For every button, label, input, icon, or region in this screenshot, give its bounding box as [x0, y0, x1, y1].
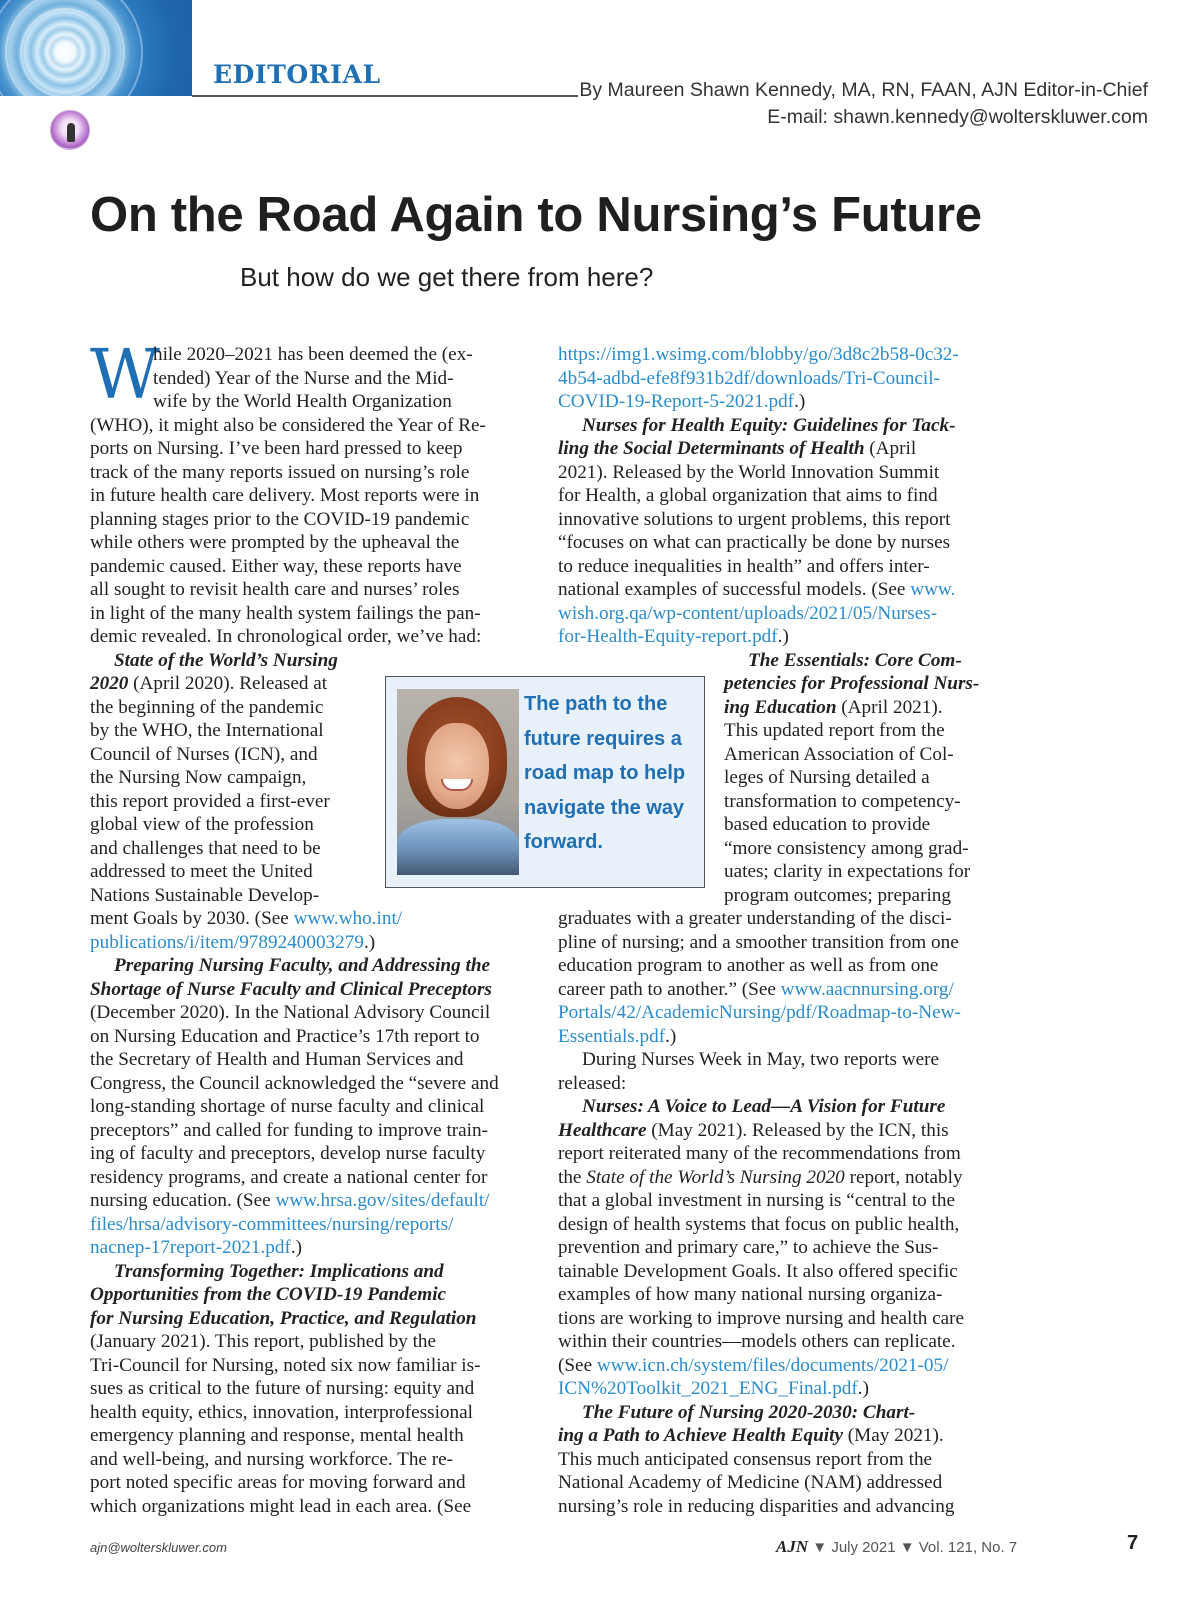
text-line: transformation to competency- [724, 790, 961, 812]
text-line: in light of the many health system failings the pan- [90, 602, 481, 624]
pull-quote-text [524, 687, 704, 860]
text-line [90, 931, 527, 955]
report-title: ing Education [724, 696, 837, 718]
text-line [558, 978, 998, 1002]
text-line: hile 2020–2021 has been deemed the (ex- [153, 344, 473, 365]
report-title: petencies for Professional Nurs- [724, 673, 980, 694]
text-line [558, 1025, 998, 1049]
text-line: by the WHO, the International [90, 720, 324, 741]
text-line: and challenges that need to be [90, 837, 321, 859]
volume-info: Vol. 121, No. 7 [918, 1539, 1018, 1556]
text-line: Tri-Council for Nursing, noted six now familiar is- [90, 1354, 481, 1376]
report-title: State of the World’s Nursing [114, 649, 338, 671]
text-line: “more consistency among grad- [724, 837, 969, 859]
text-span: (See [558, 1354, 597, 1376]
podcast-icon[interactable] [50, 110, 90, 150]
text-line: graduates with a greater understanding of the disci- [558, 908, 952, 929]
text-line: (January 2021). This report, published by the [90, 1331, 437, 1352]
aacn-report-link[interactable]: Essentials.pdf [558, 1025, 666, 1047]
pull-quote-line: forward. [524, 831, 603, 853]
report-title: Healthcare [558, 1119, 647, 1141]
text-line: education program to another as well as from one [558, 955, 939, 976]
text-line: wife by the World Health Organization [153, 391, 452, 412]
text-line: During Nurses Week in May, two reports were [582, 1049, 940, 1070]
report-title: 2020 [90, 673, 129, 694]
byline [579, 77, 1148, 131]
text-line: preceptors” and called for funding to improve train- [90, 1119, 488, 1141]
text-span: (April [864, 438, 917, 459]
text-line: to reduce inequalities in health” and offers inter- [558, 555, 930, 577]
hrsa-report-link[interactable]: www.hrsa.gov/sites/default/ [275, 1190, 490, 1211]
text-line: for Health, a global organization that aims to find [558, 485, 938, 506]
text-line: long-standing shortage of nurse faculty and clinical [90, 1096, 485, 1117]
pull-quote-line: future requires a [524, 727, 682, 750]
text-line: (December 2020). In the National Advisory Council [90, 1002, 491, 1023]
pull-quote-line: road map to help [524, 762, 686, 784]
text-line: Council of Nurses (ICN), and [90, 743, 318, 765]
author-photo [397, 689, 519, 875]
text-span: .) [363, 931, 376, 953]
text-line: emergency planning and response, mental health [90, 1425, 464, 1446]
tri-council-report-link[interactable]: 4b54-adbd-efe8f931b2df/downloads/Tri-Council- [558, 367, 940, 389]
text-line: (WHO), it might also be considered the Year of Re- [90, 414, 486, 436]
text-line: pandemic caused. Either way, these reports have [90, 555, 462, 577]
text-line: American Association of Col- [724, 743, 954, 765]
who-report-link[interactable]: publications/i/item/9789240003279 [90, 931, 364, 953]
report-title: ing a Path to Achieve Health Equity [558, 1425, 843, 1446]
microphone-icon [67, 123, 75, 142]
text-line: This updated report from the [724, 720, 945, 741]
text-span: career path to another.” (See [558, 978, 781, 1000]
author-line: By Maureen Shawn Kennedy, MA, RN, FAAN, AJN Editor-in-Chief [579, 79, 1148, 101]
text-span: .) [857, 1378, 869, 1399]
text-line: in future health care delivery. Most reports were in [90, 485, 480, 506]
text-line: track of the many reports issued on nursing’s role [90, 461, 470, 483]
text-line [558, 437, 998, 461]
text-line: prevention and primary care,” to achieve the Sus- [558, 1237, 939, 1258]
section-rule [192, 95, 578, 97]
text-line: this report provided a first-ever [90, 790, 330, 812]
text-line [558, 1424, 998, 1448]
wish-report-link[interactable]: www. [910, 579, 956, 600]
footer-issue-info [776, 1537, 1017, 1557]
text-line: planning stages prior to the COVID-19 pandemic [90, 508, 470, 530]
pull-quote-box [385, 676, 705, 888]
text-span: ment Goals by 2030. (See [90, 908, 294, 929]
author-email[interactable]: E-mail: shawn.kennedy@wolterskluwer.com [767, 106, 1148, 128]
text-line: within their countries—models others can replicate. [558, 1331, 956, 1352]
left-column [90, 336, 527, 1518]
wish-report-link[interactable]: wish.org.qa/wp-content/uploads/2021/05/Nurses- [558, 602, 938, 624]
text-line [558, 1166, 998, 1190]
report-title: for Nursing Education, Practice, and Regulation [90, 1307, 477, 1329]
text-span: (April 2021). [836, 696, 943, 718]
text-line [558, 390, 998, 414]
text-line: the Nursing Now campaign, [90, 767, 307, 788]
text-line: on Nursing Education and Practice’s 17th report to [90, 1025, 480, 1047]
text-span: (May 2021). Released by the ICN, this [646, 1119, 949, 1141]
text-line [558, 1354, 998, 1378]
text-line: based education to provide [724, 814, 931, 835]
text-line: “focuses on what can practically be done by nurses [558, 532, 951, 553]
text-line: tended) Year of the Nurse and the Mid- [153, 367, 454, 389]
text-line [558, 1119, 998, 1143]
icn-report-link[interactable]: www.icn.ch/system/files/documents/2021-05/ [596, 1354, 949, 1376]
text-span: .) [794, 391, 806, 412]
text-line: while others were prompted by the upheaval the [90, 532, 460, 553]
who-report-link[interactable]: www.who.int/ [293, 908, 403, 929]
report-title: Nurses: A Voice to Lead—A Vision for Future [582, 1096, 946, 1117]
text-span: .) [290, 1237, 303, 1258]
wish-report-link[interactable]: for-Health-Equity-report.pdf [558, 626, 778, 647]
text-line: Nations Sustainable Develop- [90, 884, 320, 906]
report-title: ling the Social Determinants of Health [558, 438, 865, 459]
text-line: health equity, ethics, innovation, interprofessional [90, 1401, 473, 1423]
text-line: pline of nursing; and a smoother transition from one [558, 931, 959, 953]
text-line [558, 1377, 998, 1401]
text-span: nursing education. (See [90, 1190, 276, 1211]
text-span: .) [665, 1025, 677, 1047]
pull-quote-line: The path to the [524, 693, 668, 715]
text-span: report, notably [844, 1166, 963, 1188]
text-line: sues as critical to the future of nursing: equity and [90, 1378, 475, 1399]
section-label: EDITORIAL [213, 60, 381, 89]
text-line: nursing’s role in reducing disparities and advancing [558, 1495, 955, 1517]
right-column [558, 343, 998, 1518]
text-line: report reiterated many of the recommendations from [558, 1143, 961, 1164]
photo-shirt [397, 819, 519, 875]
pull-quote-line: navigate the way [524, 796, 685, 819]
header-decoration [0, 0, 192, 96]
hrsa-report-link[interactable]: files/hrsa/advisory-committees/nursing/reports/ [90, 1213, 454, 1235]
report-title: Shortage of Nurse Faculty and Clinical Preceptors [90, 978, 492, 1000]
text-line: This much anticipated consensus report from the [558, 1448, 933, 1470]
text-line [558, 578, 998, 602]
separator-icon: ▼ [899, 1539, 915, 1556]
text-line: residency programs, and create a national center for [90, 1166, 488, 1188]
text-line: design of health systems that focus on public health, [558, 1213, 960, 1235]
separator-icon: ▼ [812, 1539, 828, 1556]
report-title: State of the World’s Nursing 2020 [586, 1166, 845, 1188]
text-line: addressed to meet the United [90, 861, 313, 882]
article-title: On the Road Again to Nursing’s Future [90, 188, 982, 242]
report-title: Transforming Together: Implications and [114, 1260, 444, 1282]
text-line: ing of faculty and preceptors, develop nurse faculty [90, 1143, 486, 1164]
text-line: demic revealed. In chronological order, we’ve had: [90, 626, 482, 647]
text-line: that a global investment in nursing is “central to the [558, 1190, 955, 1211]
text-line: program outcomes; preparing [724, 884, 951, 906]
text-line: ports on Nursing. I’ve been hard pressed to keep [90, 438, 463, 459]
page-number: 7 [1127, 1532, 1139, 1554]
photo-face [425, 723, 489, 809]
text-line: released: [558, 1072, 627, 1094]
text-line: Congress, the Council acknowledged the “severe and [90, 1072, 499, 1094]
text-line [90, 907, 527, 931]
text-line: examples of how many national nursing organiza- [558, 1284, 943, 1305]
text-line [90, 1236, 527, 1260]
text-line: global view of the profession [90, 814, 314, 835]
aacn-report-link[interactable]: Portals/42/AcademicNursing/pdf/Roadmap-to-New- [558, 1002, 961, 1023]
report-title: Opportunities from the COVID-19 Pandemic [90, 1284, 447, 1305]
report-title: Preparing Nursing Faculty, and Addressing the [114, 955, 491, 976]
report-title: The Essentials: Core Com- [748, 649, 962, 671]
aacn-report-link[interactable]: www.aacnnursing.org/ [780, 978, 954, 1000]
text-line: all sought to revisit health care and nurses’ roles [90, 579, 460, 600]
issue-date: July 2021 [831, 1539, 896, 1556]
journal-brand: AJN [776, 1537, 809, 1556]
text-line: tainable Development Goals. It also offered specific [558, 1260, 958, 1282]
hrsa-report-link[interactable]: nacnep-17report-2021.pdf [90, 1237, 291, 1258]
text-span: the [558, 1166, 587, 1188]
text-line: the Secretary of Health and Human Services and [90, 1049, 464, 1070]
text-line: uates; clarity in expectations for [724, 861, 971, 882]
text-line: tions are working to improve nursing and health care [558, 1307, 965, 1329]
text-line: which organizations might lead in each area. (See [90, 1495, 472, 1517]
text-line: leges of Nursing detailed a [724, 767, 930, 788]
text-span: (April 2020). Released at [128, 673, 328, 694]
text-line [558, 625, 998, 649]
text-line: the beginning of the pandemic [90, 696, 324, 718]
text-span: .) [777, 626, 789, 647]
footer-email[interactable]: ajn@wolterskluwer.com [90, 1540, 227, 1555]
icn-report-link[interactable]: ICN%20Toolkit_2021_ENG_Final.pdf [558, 1378, 858, 1399]
text-line: port noted specific areas for moving forward and [90, 1472, 466, 1493]
tri-council-report-link[interactable]: COVID-19-Report-5-2021.pdf [558, 391, 795, 412]
text-line: innovative solutions to urgent problems, this report [558, 508, 951, 530]
text-line: National Academy of Medicine (NAM) addressed [558, 1472, 943, 1493]
report-title: Nurses for Health Equity: Guidelines for Tack- [582, 414, 956, 436]
text-line [90, 1189, 527, 1213]
text-line: 2021). Released by the World Innovation Summit [558, 461, 940, 483]
article-subtitle: But how do we get there from here? [240, 262, 654, 292]
text-span: (May 2021). [842, 1425, 944, 1446]
report-title: The Future of Nursing 2020-2030: Chart- [582, 1401, 916, 1423]
text-span: national examples of successful models. (See [558, 579, 911, 600]
text-line: and well-being, and nursing workforce. The re- [90, 1448, 454, 1470]
drop-cap: W [90, 336, 160, 415]
tri-council-report-link[interactable]: https://img1.wsimg.com/blobby/go/3d8c2b58-0c32- [558, 344, 959, 365]
